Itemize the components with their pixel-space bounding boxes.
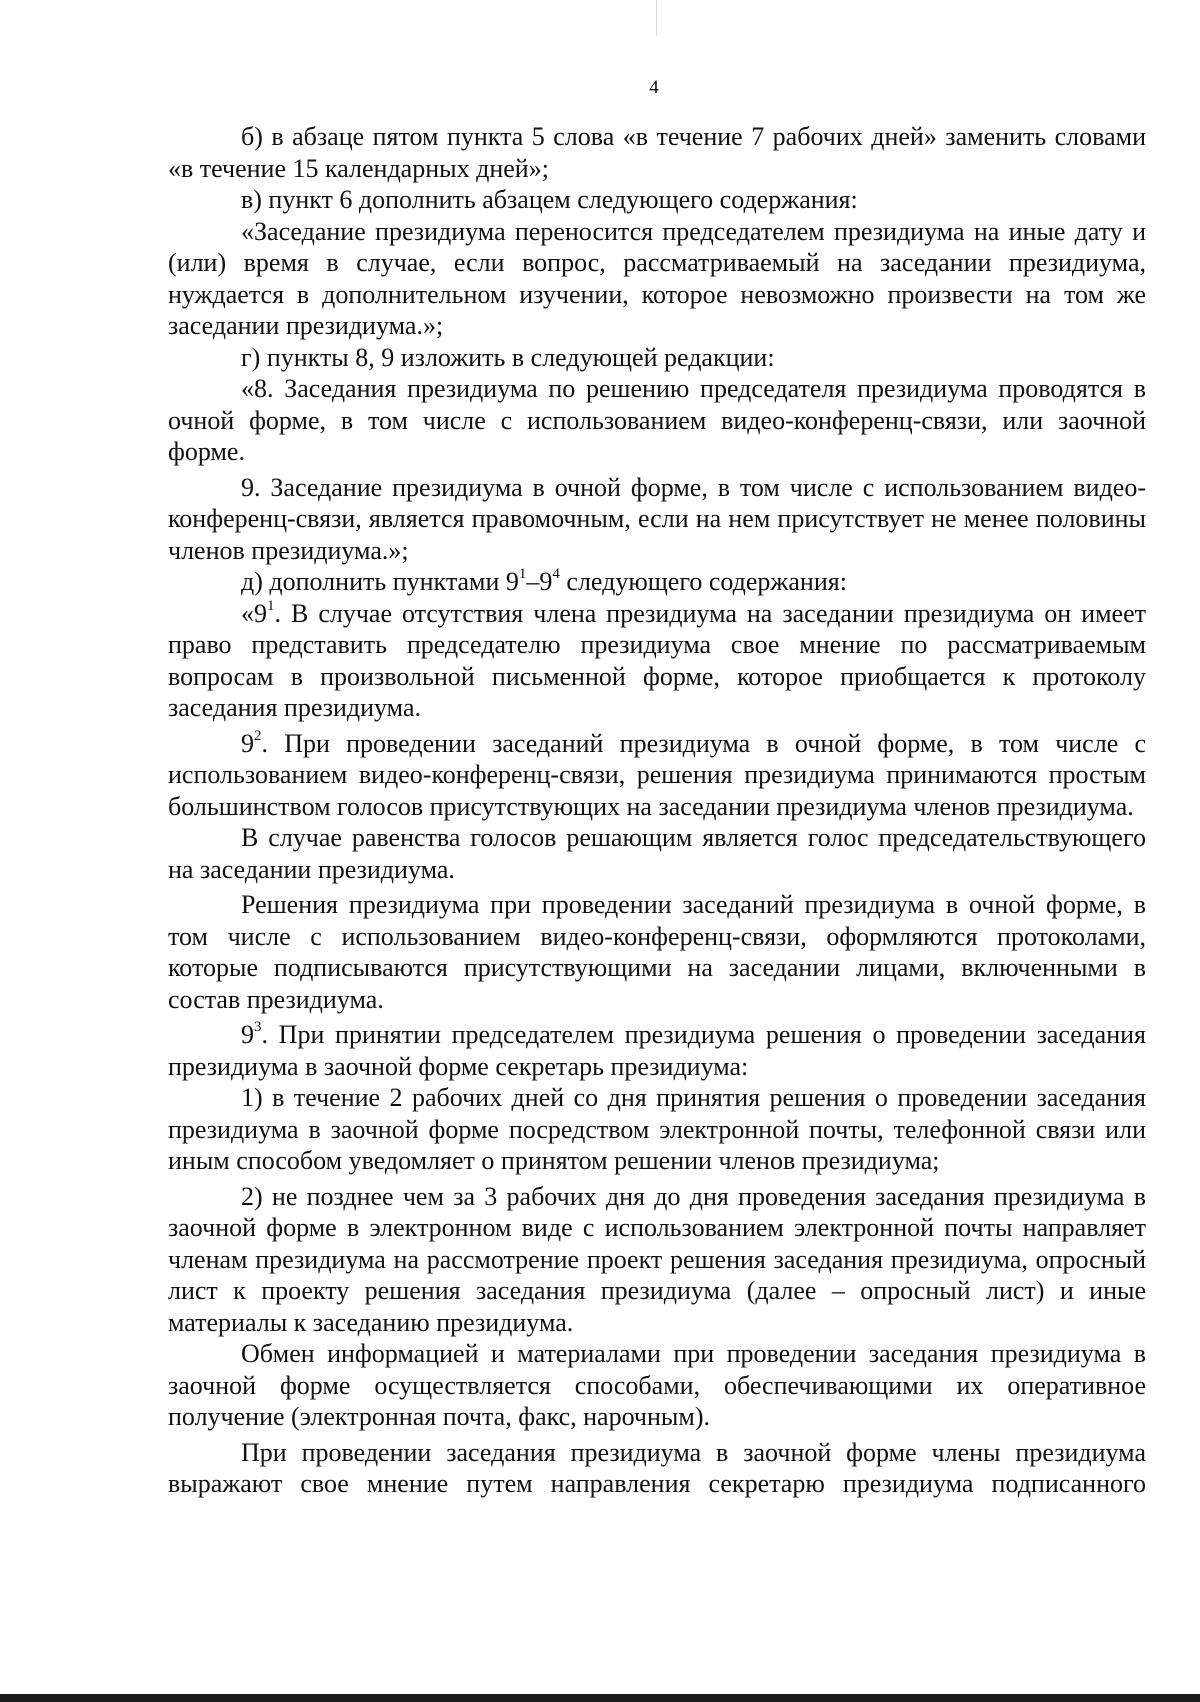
paragraph-d <box>168 566 1146 598</box>
paragraph-subitem-1: 1) в течение 2 рабочих дней со дня принятия решения о проведении заседания президиума в заочной форме посредством электронной почты, телефонной связи или иным способом уведомляет о принятом решении членов президиума; <box>168 1083 1146 1175</box>
paragraph-quote-6: «Заседание президиума переносится председателем президиума на иные дату и (или) время в случае, если вопрос, рассматриваемый на заседании президиума, нуждается в дополнительном изучении, которое невозможно произвести на том же заседании президиума.»; <box>168 216 1146 340</box>
paragraph-item-9-1 <box>168 598 1146 724</box>
scan-artifact-line <box>656 0 657 36</box>
paragraph-d-text-2: –9 <box>526 567 553 596</box>
item-text: . В случае отсутствия члена президиума на заседании президиума он имеет право представить председателю президиума свое мнение по рассматриваемым вопросам в произвольной письменной форме, которое приобщается к протоколу заседания президиума. <box>168 598 1146 722</box>
paragraph-item-9-2 <box>168 728 1146 823</box>
superscript: 1 <box>518 566 527 583</box>
paragraph-item-8: «8. Заседания президиума по решению председателя президиума проводятся в очной форме, в том числе с использованием видео-конференц-связи, или заочной форме. <box>168 374 1146 466</box>
paragraph-item-9: 9. Заседание президиума в очной форме, в том числе с использованием видео-конференц-связи, является правомочным, если на нем присутствует не менее половины членов президиума.»; <box>168 472 1146 565</box>
page-number: 4 <box>649 77 659 98</box>
paragraph-d-text-3: следующего содержания: <box>559 567 847 596</box>
superscript: 1 <box>267 597 275 614</box>
paragraph-protocols: Решения президиума при проведении заседаний президиума в очной форме, в том числе с использованием видео-конференц-связи, оформляются протоколами, которые подписываются присутствующими на заседании лицами, включенными в состав президиума. <box>168 890 1146 1014</box>
paragraph-g: г) пункты 8, 9 изложить в следующей редакции: <box>241 342 775 372</box>
paragraph-subitem-2: 2) не позднее чем за 3 рабочих дня до дня проведения заседания президиума в заочной форме в электронном виде с использованием электронной почты направляет членам президиума на рассмотрение проект решения заседания президиума, опросный лист к проекту решения заседания президиума (далее – опросный лист) и иные материалы к заседанию президиума. <box>168 1181 1146 1337</box>
paragraph-exchange: Обмен информацией и материалами при проведении заседания президиума в заочной форме осуществляется способами, обеспечивающими их оперативное получение (электронная почта, факс, нарочным). <box>168 1339 1146 1431</box>
item-number: 9 <box>241 728 254 758</box>
item-text: . При принятии председателем президиума решения о проведении заседания президиума в заочной форме секретарь президиума: <box>168 1020 1146 1081</box>
superscript: 2 <box>254 727 262 744</box>
document-body <box>168 121 1146 1500</box>
superscript: 4 <box>552 566 560 583</box>
paragraph-d-text-1: д) дополнить пунктами 9 <box>241 567 519 596</box>
paragraph-v: в) пункт 6 дополнить абзацем следующего содержания: <box>241 185 858 214</box>
item-number: 9 <box>241 1020 254 1049</box>
paragraph-item-9-3 <box>168 1019 1146 1082</box>
paragraph-equal-votes: В случае равенства голосов решающим является голос председательствующего на заседании президиума. <box>168 823 1146 884</box>
paragraph-members-opinion: При проведении заседания президиума в заочной форме члены президиума выражают свое мнение путем направления секретарю президиума подписанного <box>168 1437 1146 1498</box>
scan-bottom-edge <box>0 1694 1200 1702</box>
superscript: 3 <box>254 1019 262 1036</box>
paragraph-b: б) в абзаце пятом пункта 5 слова «в течение 7 рабочих дней» заменить словами «в течение 15 календарных дней»; <box>168 122 1146 183</box>
item-text: . При проведении заседаний президиума в очной форме, в том числе с использованием видео-конференц-связи, решения президиума принимаются простым большинством голосов присутствующих на заседании президиума членов президиума. <box>168 728 1146 821</box>
item-number: «9 <box>241 598 267 628</box>
